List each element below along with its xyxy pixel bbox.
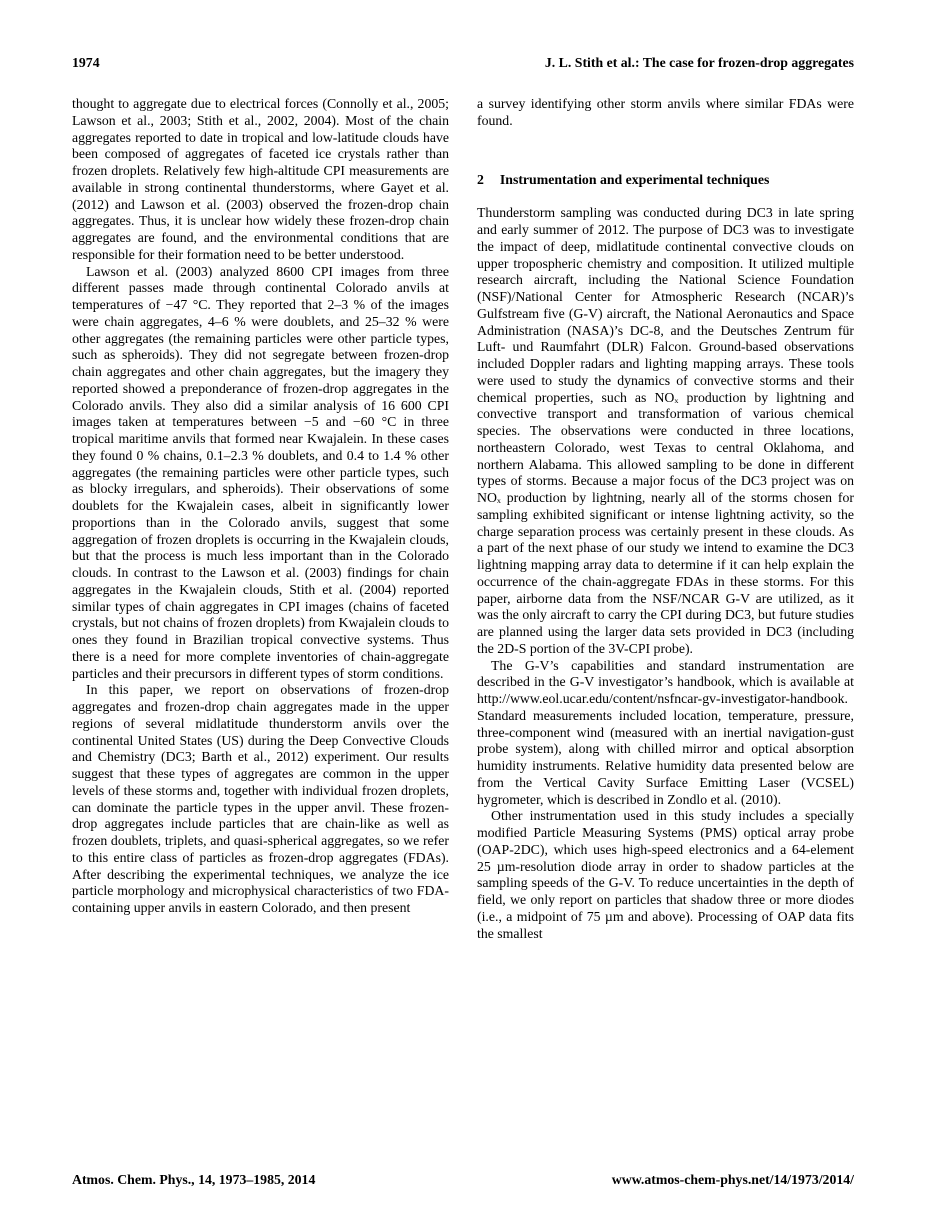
section-number: 2 [477, 171, 484, 187]
section-title: Instrumentation and experimental techniques [499, 171, 770, 187]
paragraph-text: . Standard measurements included location, temperature, pressure, three-component wind (measured with an inertial navigation-gust probe system), along with chilled mirror and optical absorption humidity instruments. Relative humidity data presented below are from the Vertical Cavity Surface Emitting Laser (VCSEL) hygrometer, which is described in Zondlo et al. (2010). [477, 691, 854, 807]
left-column [72, 96, 449, 942]
paragraph: Lawson et al. (2003) analyzed 8600 CPI images from three different passes made through continental Colorado anvils at temperatures of −47 °C. They reported that 2–3 % of the images were chain aggregates, 4–6 % were doublets, and 25–32 % were other aggregates (the remaining particles were other particle types, such as spheroids). They did not segregate between frozen-drop chain aggregates and other chain aggregates, but the imagery they reported showed a preponderance of frozen-drop aggregates in the Colorado anvils. They also did a similar analysis of 16 600 CPI images taken at temperatures between −5 and −60 °C in three tropical maritime anvils that formed near Kwajalein. In these cases they found 0 % chains, 0.1–2.3 % doublets, and 0.4 to 1.4 % other aggregates (the remaining particles were other particle types, such as blocky irregulars, and spheroids). Their observations of some doublets for the Kwajalein cases, albeit in significantly lower proportions than in the Colorado anvils, suggest that some aggregation of frozen droplets is occurring in the Kwajalein clouds, but that the process is much less important than in the Colorado clouds. In contrast to the Lawson et al. (2003) findings for chain aggregates in the Kwajalein clouds, Stith et al. (2004) reported similar types of chain aggregates in CPI images (chains of faceted crystals, but not chains of frozen droplets) from Kwajalein clouds to ones they found in Brazilian tropical convective systems. Thus there is a need for more complete inventories of chain-aggregate particles and their precursors in different types of storm conditions. [72, 263, 449, 681]
two-column-body [72, 96, 854, 942]
handbook-url-link[interactable]: http://www.eol.ucar.edu/content/nsfncar-gv-investigator-handbook [477, 691, 845, 706]
section-heading [477, 172, 854, 189]
page-number: 1974 [72, 55, 100, 70]
paragraph: Other instrumentation used in this study includes a specially modified Particle Measuring Systems (PMS) optical array probe (OAP-2DC), which uses high-speed electronics and a 64-element 25 µm-resolution diode array in order to shadow particles at the sampling speeds of the G-V. To reduce uncertainties in the depth of field, we only report on particles that shadow three or more diodes (i.e., a midpoint of 75 µm and above). Processing of OAP data fits the smallest [477, 808, 854, 941]
paragraph: Thunderstorm sampling was conducted during DC3 in late spring and early summer of 2012. The purpose of DC3 was to investigate the impact of deep, midlatitude continental convective clouds on upper tropospheric chemistry and composition. It utilized multiple research aircraft, including the National Science Foundation (NSF)/National Center for Atmospheric Research (NCAR)’s Gulfstream five (G-V) aircraft, the National Aeronautics and Space Administration (NASA)’s DC-8, and the Deutsches Zentrum für Luft- und Raumfahrt (DLR) Falcon. Ground-based observations included Doppler radars and lighting mapping arrays. These tools were used to study the dynamics of convective storms and their chemical properties, such as NOₓ production by lightning and convective transport and transformation of various chemical species. The observations were conducted in three locations, northeastern Colorado, west Texas to central Oklahoma, and northern Alabama. This allowed sampling to be done in different types of storms. Because a major focus of the DC3 project was on NOₓ production by lightning, nearly all of the storms chosen for sampling exhibited significant or intense lightning activity, so the charge separation process was certainly present in these clouds. As a part of the next phase of our study we intend to examine the DC3 lightning mapping array data to determine if it can help explain the occurrence of the chain-aggregate FDAs in these storms. For this paper, airborne data from the NSF/NCAR G-V are utilized, as it was the only aircraft to carry the CPI during DC3, but future studies are planned using the larger data sets provided in DC3 (including the 2D-S portion of the 3V-CPI probe). [477, 205, 854, 656]
page-footer [72, 1172, 854, 1188]
paragraph: In this paper, we report on observations of frozen-drop aggregates and frozen-drop chain aggregates made in the upper regions of several midlatitude thunderstorm anvils over the continental United States (US) during the Deep Convective Clouds and Chemistry (DC3; Barth et al., 2012) experiment. Our results suggest that these types of aggregates are common in the upper levels of these storms and, together with individual frozen droplets, can dominate the particle types in the upper anvil. These frozen-drop aggregates include particles that are chain-like as well as frozen doublets, triplets, and quasi-spherical aggregates, so we refer to this entire class of particles as frozen-drop aggregates (FDAs). After describing the experimental techniques, we analyze the ice particle morphology and microphysical characteristics of two FDA-containing upper anvils in eastern Colorado, and then present [72, 682, 449, 915]
running-title: J. L. Stith et al.: The case for frozen-drop aggregates [544, 55, 854, 70]
running-head [72, 55, 854, 71]
paragraph: a survey identifying other storm anvils where similar FDAs were found. [477, 96, 854, 128]
journal-citation: Atmos. Chem. Phys., 14, 1973–1985, 2014 [72, 1172, 316, 1187]
paragraph: thought to aggregate due to electrical forces (Connolly et al., 2005; Lawson et al., 2003; Stith et al., 2002, 2004). Most of the chain aggregates reported to date in tropical and low-latitude clouds have been composed of aggregates of faceted ice crystals rather than frozen droplets. Relatively few high-altitude CPI measurements are available in strong continental thunderstorms, where Gayet et al. (2012) and Lawson et al. (2003) observed the frozen-drop chain aggregates. Thus, it is unclear how widely these frozen-drop chain aggregates are found, and the environmental conditions that are responsible for their formation need to be better understood. [72, 96, 449, 262]
journal-url-link[interactable]: www.atmos-chem-phys.net/14/1973/2014/ [611, 1172, 854, 1187]
right-column [477, 96, 854, 942]
paragraph [477, 658, 854, 809]
paragraph-text: The G-V’s capabilities and standard instrumentation are described in the G-V investigator’s handbook, which is available at [477, 657, 854, 690]
